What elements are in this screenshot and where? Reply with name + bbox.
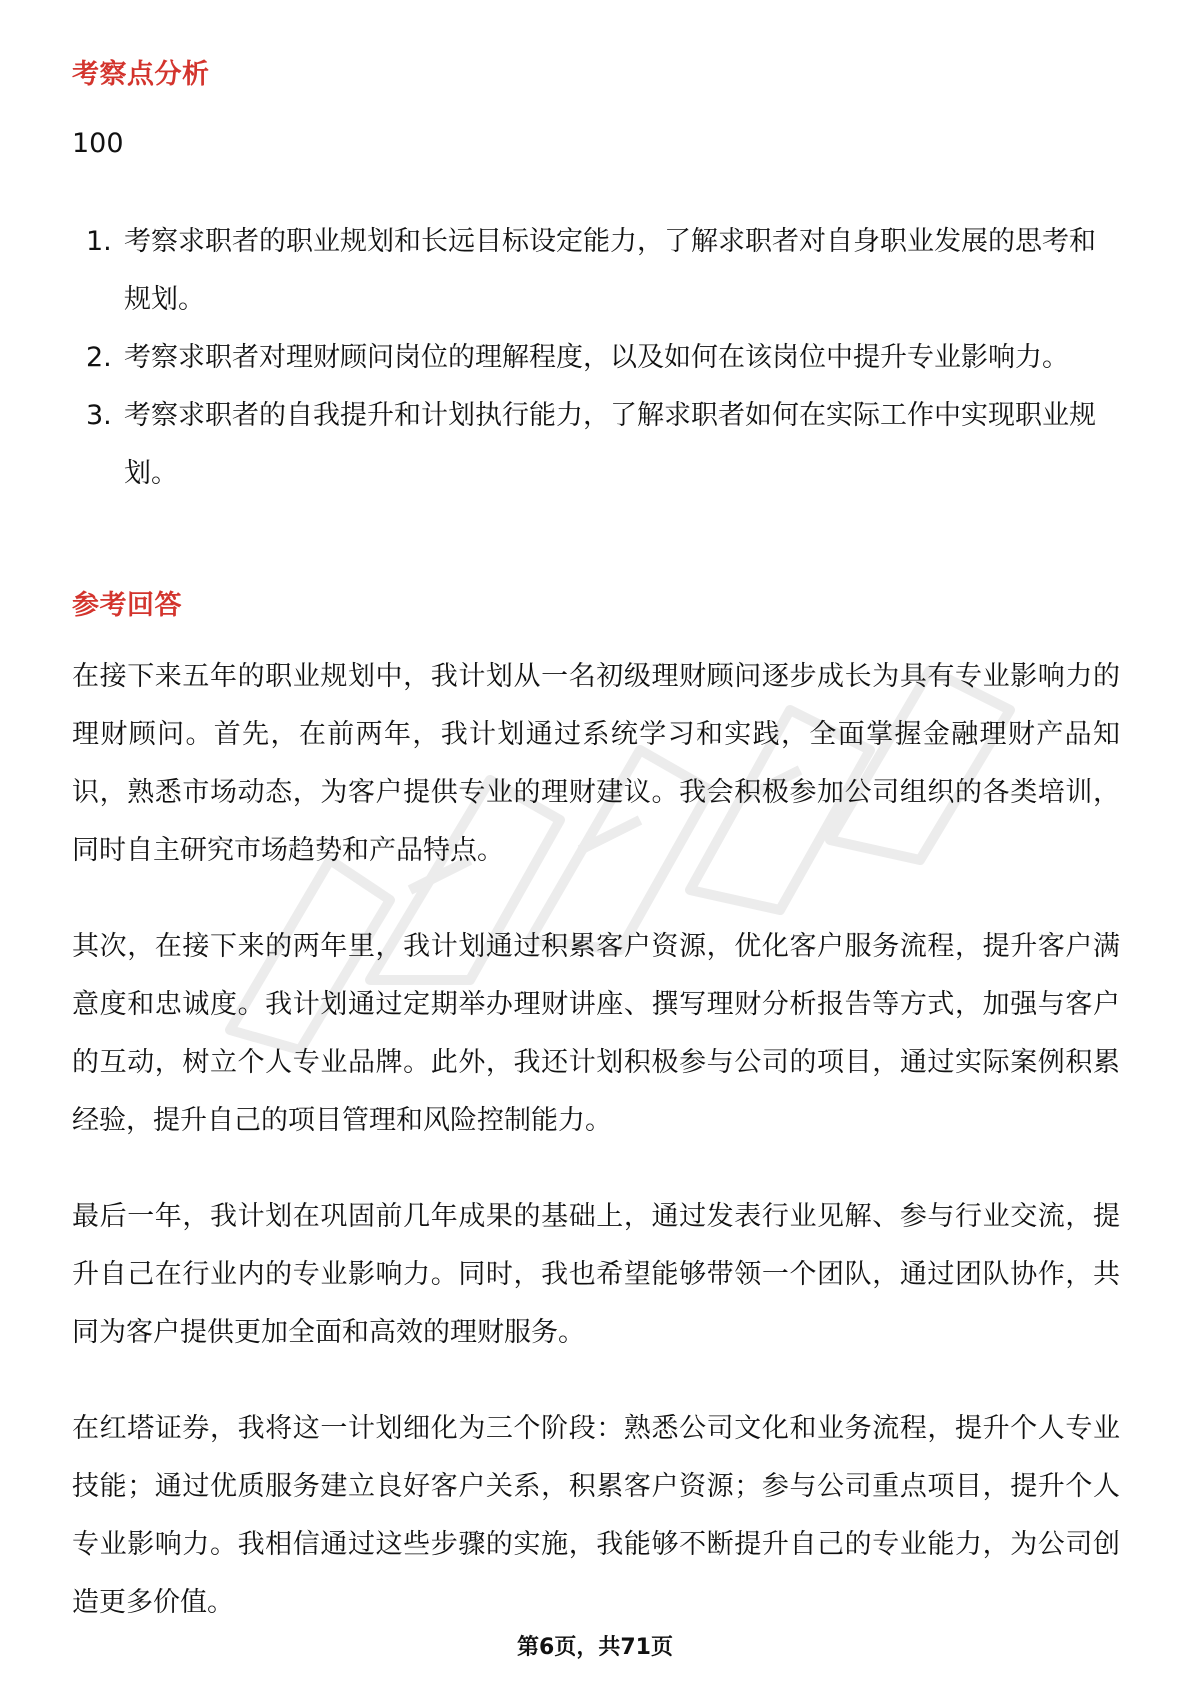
list-item-text: 考察求职者的职业规划和长远目标设定能力，了解求职者对自身职业发展的思考和规划。 [124,226,1096,315]
analysis-points-list [72,213,1120,503]
list-item [72,213,1120,329]
answer-body [72,648,1120,1670]
score-value: 100 [72,128,124,159]
page-number-footer: 第6页，共71页 [517,1635,673,1660]
answer-paragraph: 在接下来五年的职业规划中，我计划从一名初级理财顾问逐步成长为具有专业影响力的理财顾问。首先，在前两年，我计划通过系统学习和实践，全面掌握金融理财产品知识，熟悉市场动态，为客户提供专业的理财建议。我会积极参加公司组织的各类培训，同时自主研究市场趋势和产品特点。 [72,661,1120,866]
list-item-text: 考察求职者的自我提升和计划执行能力，了解求职者如何在实际工作中实现职业规划。 [124,400,1096,489]
answer-paragraph: 其次，在接下来的两年里，我计划通过积累客户资源，优化客户服务流程，提升客户满意度和忠诚度。我计划通过定期举办理财讲座、撰写理财分析报告等方式，加强与客户的互动，树立个人专业品牌。此外，我还计划积极参与公司的项目，通过实际案例积累经验，提升自己的项目管理和风险控制能力。 [72,931,1120,1136]
list-item-text: 考察求职者对理财顾问岗位的理解程度，以及如何在该岗位中提升专业影响力。 [124,342,1069,373]
list-item-number: 3. [86,400,112,431]
list-item-number: 2. [86,342,112,373]
section-heading-answer: 参考回答 [72,590,182,621]
list-item [72,329,1120,387]
list-item [72,387,1120,503]
list-item-number: 1. [86,226,112,257]
answer-paragraph: 在红塔证券，我将这一计划细化为三个阶段：熟悉公司文化和业务流程，提升个人专业技能；通过优质服务建立良好客户关系，积累客户资源；参与公司重点项目，提升个人专业影响力。我相信通过这些步骤的实施，我能够不断提升自己的专业能力，为公司创造更多价值。 [72,1413,1120,1618]
section-heading-analysis: 考察点分析 [72,59,210,90]
answer-paragraph: 最后一年，我计划在巩固前几年成果的基础上，通过发表行业见解、参与行业交流，提升自己在行业内的专业影响力。同时，我也希望能够带领一个团队，通过团队协作，共同为客户提供更加全面和高效的理财服务。 [72,1201,1120,1348]
